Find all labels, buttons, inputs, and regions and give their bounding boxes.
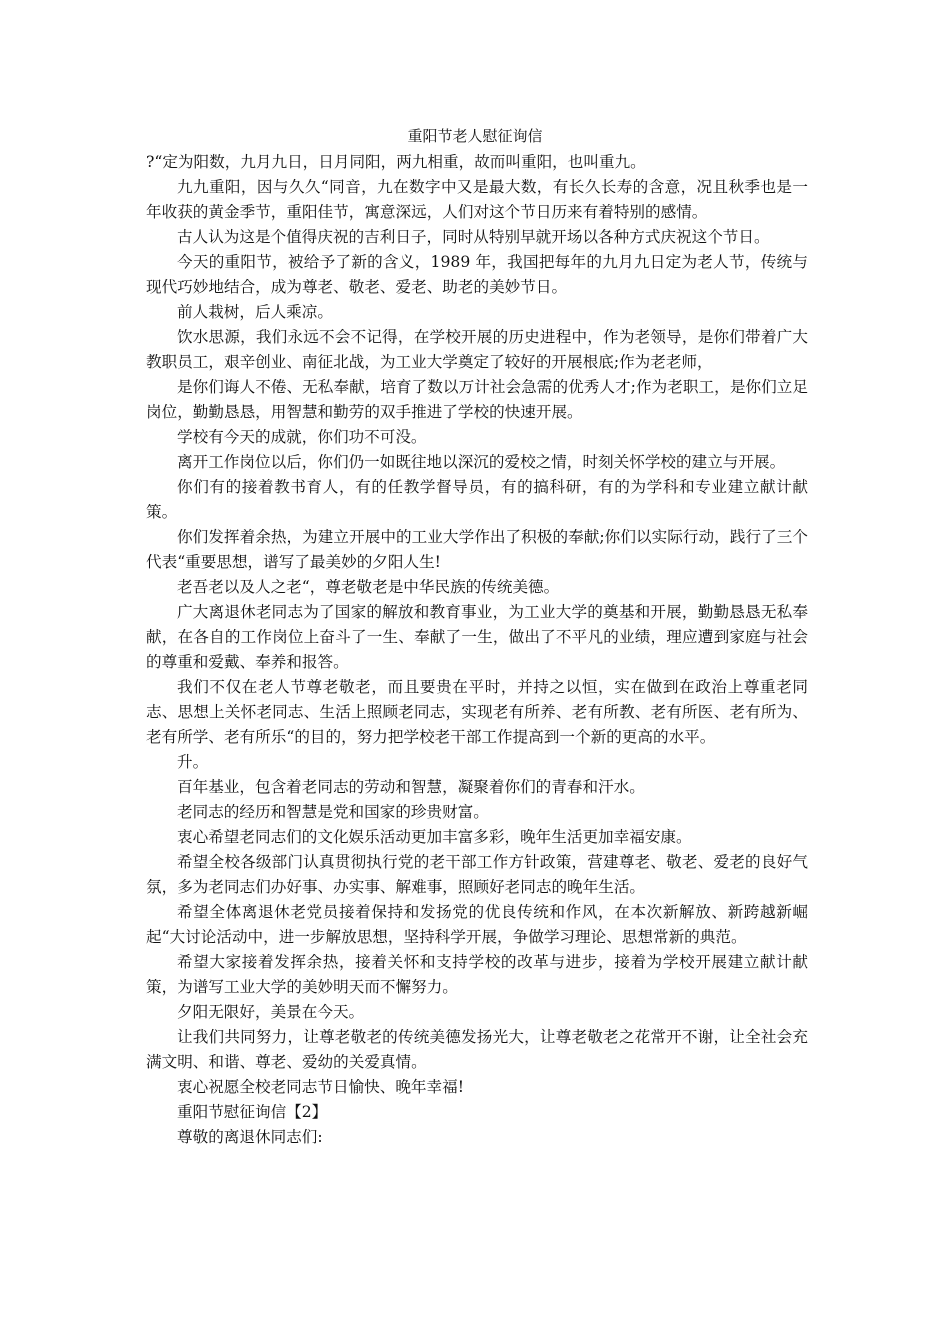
paragraph-14: 我们不仅在老人节尊老敬老，而且要贵在平时，并持之以恒，实在做到在政治上尊重老同志、思想上关怀老同志、生活上照顾老同志，实现老有所养、老有所教、老有所医、老有所为、老有所学、老有所乐“的目的，努力把学校老干部工作提高到一个新的更高的水平。 <box>146 678 808 746</box>
paragraph-8: 学校有今天的成就，你们功不可没。 <box>177 428 427 446</box>
paragraph-1: ?“定为阳数，九月九日，日月同阳，两九相重，故而叫重阳，也叫重九。 <box>146 153 646 171</box>
paragraph-6: 饮水思源，我们永远不会不记得，在学校开展的历史进程中，作为老领导，是你们带着广大教职员工，艰辛创业、南征北战，为工业大学奠定了较好的开展根底;作为老老师， <box>146 328 808 371</box>
document-body <box>146 150 808 1150</box>
paragraph-11: 你们发挥着余热，为建立开展中的工业大学作出了积极的奉献;你们以实际行动，践行了三个代表“重要思想，谱写了最美妙的夕阳人生! <box>146 528 808 571</box>
paragraph-4: 今天的重阳节，被给予了新的含义，1989 年，我国把每年的九月九日定为老人节，传统与现代巧妙地结合，成为尊老、敬老、爱老、助老的美妙节日。 <box>146 253 808 296</box>
paragraph-5: 前人栽树，后人乘凉。 <box>177 303 333 321</box>
section-heading-2: 重阳节慰征询信【2】 <box>177 1103 328 1121</box>
paragraph-13: 广大离退休老同志为了国家的解放和教育事业，为工业大学的奠基和开展，勤勤恳恳无私奉献，在各自的工作岗位上奋斗了一生、奉献了一生，做出了不平凡的业绩，理应遭到家庭与社会的尊重和爱戴、奉养和报答。 <box>146 603 808 671</box>
paragraph-10: 你们有的接着教书育人，有的任教学督导员，有的搞科研，有的为学科和专业建立献计献策。 <box>146 478 808 521</box>
salutation: 尊敬的离退休同志们: <box>177 1128 323 1146</box>
document-title: 重阳节老人慰征询信 <box>407 127 543 145</box>
paragraph-20: 希望全体离退休老党员接着保持和发扬党的优良传统和作风，在本次新解放、新跨越新崛起“大讨论活动中，进一步解放思想，坚持科学开展，争做学习理论、思想常新的典范。 <box>146 903 808 946</box>
paragraph-17: 老同志的经历和智慧是党和国家的珍贵财富。 <box>177 803 489 821</box>
paragraph-15: 升。 <box>177 753 209 771</box>
paragraph-19: 希望全校各级部门认真贯彻执行党的老干部工作方针政策，营建尊老、敬老、爱老的良好气氛，多为老同志们办好事、办实事、解难事，照顾好老同志的晚年生活。 <box>146 853 808 896</box>
paragraph-9: 离开工作岗位以后，你们仍一如既往地以深沉的爱校之情，时刻关怀学校的建立与开展。 <box>177 453 786 471</box>
paragraph-24: 衷心祝愿全校老同志节日愉快、晚年幸福! <box>177 1078 464 1096</box>
paragraph-7: 是你们诲人不倦、无私奉献，培育了数以万计社会急需的优秀人才;作为老职工，是你们立足岗位，勤勤恳恳，用智慧和勤劳的双手推进了学校的快速开展。 <box>146 378 808 421</box>
paragraph-2: 九九重阳，因与久久“同音，九在数字中又是最大数，有长久长寿的含意，况且秋季也是一年收获的黄金季节，重阳佳节，寓意深远，人们对这个节日历来有着特别的感情。 <box>146 178 808 221</box>
paragraph-12: 老吾老以及人之老“，尊老敬老是中华民族的传统美德。 <box>177 578 560 596</box>
paragraph-22: 夕阳无限好，美景在今天。 <box>177 1003 365 1021</box>
paragraph-18: 衷心希望老同志们的文化娱乐活动更加丰富多彩，晚年生活更加幸福安康。 <box>177 828 692 846</box>
paragraph-21: 希望大家接着发挥余热，接着关怀和支持学校的改革与进步，接着为学校开展建立献计献策，为谱写工业大学的美妙明天而不懈努力。 <box>146 953 808 996</box>
paragraph-23: 让我们共同努力，让尊老敬老的传统美德发扬光大，让尊老敬老之花常开不谢，让全社会充满文明、和谐、尊老、爱幼的关爱真情。 <box>146 1028 808 1071</box>
paragraph-3: 古人认为这是个值得庆祝的吉利日子，同时从特别早就开场以各种方式庆祝这个节日。 <box>177 228 770 246</box>
paragraph-16: 百年基业，包含着老同志的劳动和智慧，凝聚着你们的青春和汗水。 <box>177 778 645 796</box>
